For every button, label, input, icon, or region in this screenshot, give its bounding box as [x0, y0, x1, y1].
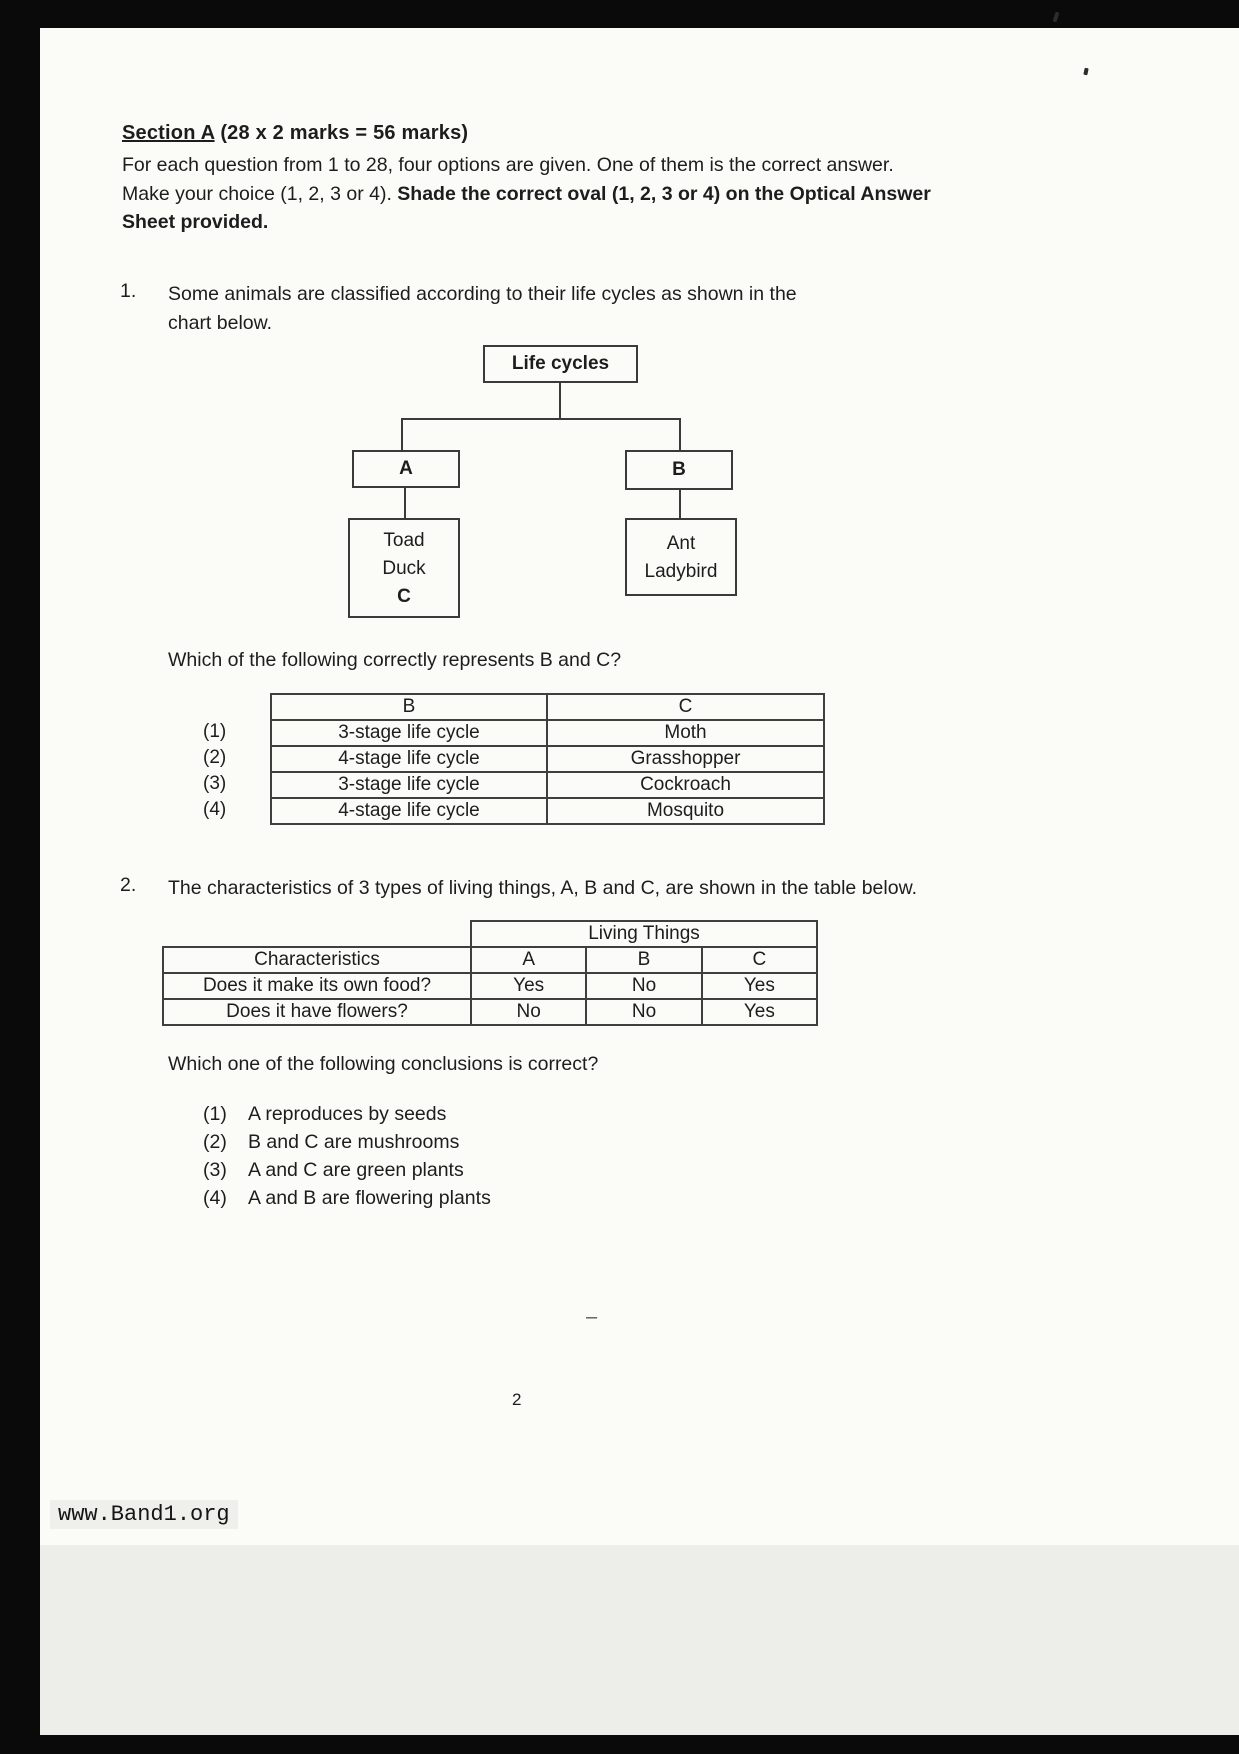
table-row [163, 973, 817, 999]
table-cell: 4-stage life cycle [271, 746, 547, 772]
chart-connector-line [679, 490, 681, 518]
chart-leaf-left-line: Toad [383, 530, 425, 551]
q1-table-header-c: C [547, 694, 824, 720]
table-row [271, 694, 824, 720]
q1-option-label: (2) [203, 747, 227, 768]
section-heading-marks: (28 x 2 marks = 56 marks) [214, 122, 469, 144]
q2-option-text: A reproduces by seeds [248, 1103, 447, 1125]
chart-root-box: Life cycles [483, 345, 638, 383]
table-cell: Yes [702, 973, 817, 999]
q1-question: Which of the following correctly represents B and C? [168, 649, 622, 671]
q1-option-label: (1) [203, 721, 227, 742]
scan-border-bottom [40, 1735, 1239, 1754]
footer-dash: – [586, 1306, 598, 1328]
q1-table-header-b: B [271, 694, 547, 720]
chart-connector-line [401, 418, 681, 420]
q1-option-label: (4) [203, 799, 227, 820]
section-heading [122, 122, 468, 145]
q2-option-text: A and B are flowering plants [248, 1187, 491, 1209]
table-cell: No [471, 999, 586, 1025]
instructions-normal: For each question from 1 to 28, four options are given. One of them is the correct answer. Make your choice (1, 2, 3 or 4). [122, 154, 894, 205]
chart-leaf-right-line: Ladybird [644, 561, 718, 582]
q2-option [203, 1156, 491, 1184]
chart-connector-line [401, 418, 403, 451]
chart-leaf-left-line: Duck [382, 558, 426, 579]
instructions-bold: Shade the correct oval (1, 2, 3 or 4) on the Optical Answer Sheet provided. [122, 182, 931, 233]
chart-connector-line [404, 488, 406, 518]
table-cell: Grasshopper [547, 746, 824, 772]
table-row [271, 746, 824, 772]
q2-question: Which one of the following conclusions is correct? [168, 1053, 599, 1075]
table-row [271, 720, 824, 746]
scan-border-top [0, 0, 1239, 28]
chart-connector-line [559, 383, 561, 419]
watermark: www.Band1.org [50, 1500, 238, 1529]
table-row [163, 999, 817, 1025]
table-cell: No [586, 999, 701, 1025]
chart-node-a: A [352, 450, 460, 488]
q2-table-header-b: B [586, 947, 701, 973]
q2-option-num: (3) [203, 1159, 227, 1181]
table-cell: 4-stage life cycle [271, 798, 547, 824]
table-cell: Does it make its own food? [163, 973, 471, 999]
q2-option-num: (2) [203, 1131, 227, 1153]
table-cell: No [586, 973, 701, 999]
q2-options [203, 1100, 491, 1212]
q2-option [203, 1128, 491, 1156]
q1-number: 1. [120, 280, 137, 302]
table-cell: Yes [702, 999, 817, 1025]
table-row [271, 772, 824, 798]
table-cell: 3-stage life cycle [271, 772, 547, 798]
chart-leaf-left-line: C [397, 586, 411, 607]
section-heading-title: Section A [122, 122, 215, 144]
q2-option-num: (1) [203, 1103, 227, 1125]
table-cell: Yes [471, 973, 586, 999]
q2-table-header-a: A [471, 947, 586, 973]
q1-option-labels [203, 719, 226, 823]
q2-option-num: (4) [203, 1187, 227, 1209]
table-cell: Does it have flowers? [163, 999, 471, 1025]
table-cell: 3-stage life cycle [271, 720, 547, 746]
q2-table-header-c: C [702, 947, 817, 973]
table-cell: Moth [547, 720, 824, 746]
table-cell: Cockroach [547, 772, 824, 798]
table-row [163, 921, 817, 947]
q2-text: The characteristics of 3 types of living things, A, B and C, are shown in the table below. [168, 877, 917, 899]
q2-number: 2. [120, 874, 137, 896]
q1-table [270, 693, 825, 825]
q2-table [162, 920, 818, 1026]
section-instructions [122, 151, 940, 237]
chart-node-b: B [625, 450, 733, 490]
scan-shadow-strip [40, 1545, 1239, 1735]
q2-table-header-characteristics: Characteristics [163, 947, 471, 973]
q1-text: Some animals are classified according to their life cycles as shown in the chart below. [168, 283, 797, 334]
q2-option [203, 1100, 491, 1128]
q2-option-text: A and C are green plants [248, 1159, 464, 1181]
q2-option [203, 1184, 491, 1212]
chart-leaf-right [625, 518, 737, 596]
table-row [271, 798, 824, 824]
scan-artifact [1083, 68, 1088, 76]
page-number: 2 [512, 1390, 522, 1409]
chart-leaf-left [348, 518, 460, 618]
table-cell-blank [163, 921, 471, 947]
chart-connector-line [679, 418, 681, 451]
scan-border-left [0, 0, 40, 1754]
table-cell: Mosquito [547, 798, 824, 824]
q2-option-text: B and C are mushrooms [248, 1131, 460, 1153]
chart-leaf-right-line: Ant [666, 533, 696, 554]
q1-option-label: (3) [203, 773, 227, 794]
table-row [163, 947, 817, 973]
q2-table-group-header: Living Things [471, 921, 817, 947]
